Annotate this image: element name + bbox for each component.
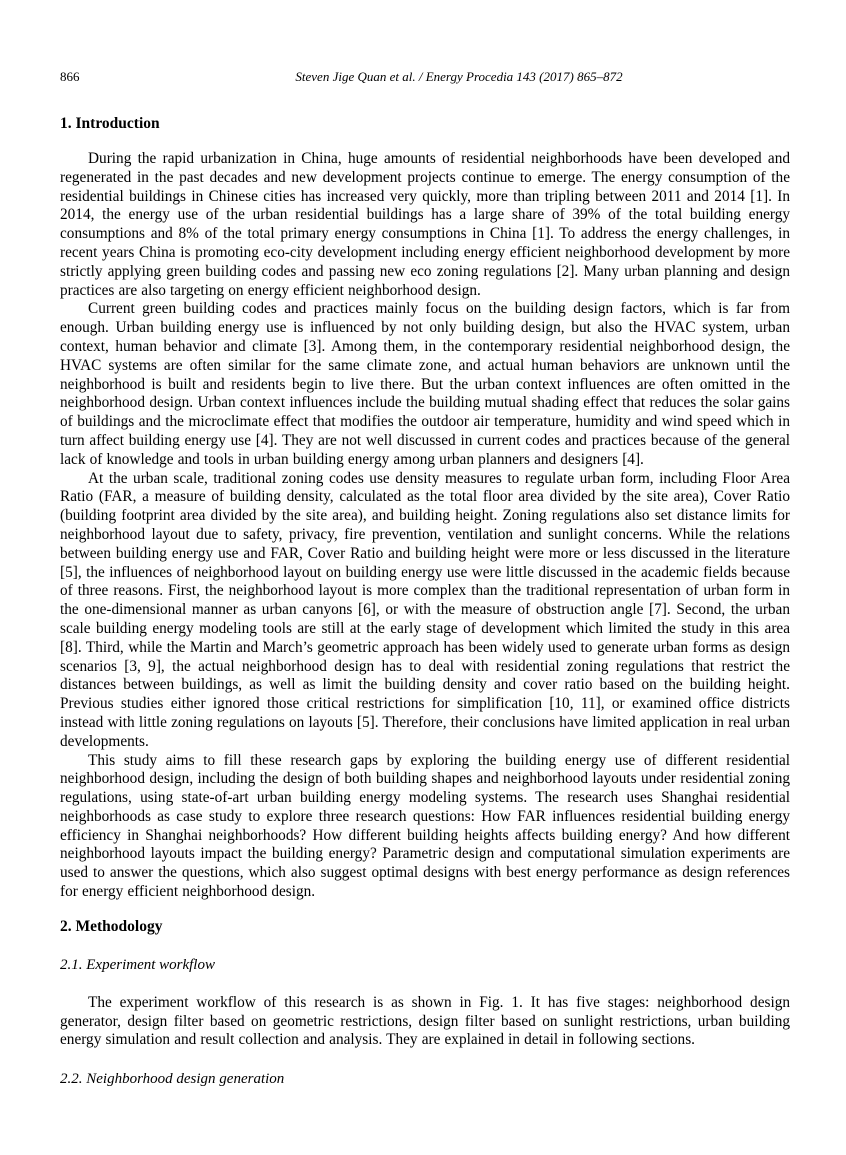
page-number: 866 [60,69,80,84]
introduction-paragraph-4: This study aims to fill these research gaps by exploring the building energy use of different residential neighborhood design, including the design of both building shapes and neighborhood layouts under residential zoning regulations, using state-of-art urban building energy modeling systems. The research uses Shanghai residential neighborhoods as case study to explore three research questions: How FAR influences residential building energy efficiency in Shanghai neighborhoods? How different building heights affects building energy? And how different neighborhood layouts impact the building energy? Parametric design and computational simulation experiments are used to answer the questions, which also suggest optimal designs with best energy performance as design references for energy efficient neighborhood design. [60,751,790,901]
section-heading-introduction: 1. Introduction [60,115,160,132]
experiment-workflow-paragraph: The experiment workflow of this research is as shown in Fig. 1. It has five stages: neighborhood design generator, design filter based on geometric restrictions, design filter based on sunlight restrictions, urban building energy simulation and result collection and analysis. They are explained in detail in following sections. [60,993,790,1049]
introduction-paragraph-3: At the urban scale, traditional zoning codes use density measures to regulate urban form, including Floor Area Ratio (FAR, a measure of building density, calculated as the total floor area divided by the site area), Cover Ratio (building footprint area divided by the site area), and building height. Zoning regulations also set distance limits for neighborhood layout due to safety, privacy, fire prevention, ventilation and sunlight concerns. While the relations between building energy use and FAR, Cover Ratio and building height were more or less discussed in the literature [5], the influences of neighborhood layout on building energy use were little discussed in the academic fields because of three reasons. First, the neighborhood layout is more complex than the traditional representation of urban form in the one-dimensional manner as urban canyons [6], or with the measure of obstruction angle [7]. Second, the urban scale building energy modeling tools are still at the early stage of development which limited the study in this area [8]. Third, while the Martin and March’s geometric approach has been widely used to generate urban forms as design scenarios [3, 9], the actual neighborhood design has to deal with residential zoning regulations that restrict the distances between buildings, as well as limit the building density and cover ratio based on the building height. Previous studies either ignored those critical restrictions for simplification [10, 11], or examined office districts instead with little zoning regulations on layouts [5]. Therefore, their conclusions have limited application in real urban developments. [60,469,790,750]
running-title: Steven Jige Quan et al. / Energy Procedia 143 (2017) 865–872 [295,69,623,84]
subsection-heading-neighborhood-design-generation: 2.2. Neighborhood design generation [60,1071,285,1088]
running-header [60,70,790,84]
section-heading-methodology: 2. Methodology [60,917,163,935]
subsection-heading-experiment-workflow: 2.1. Experiment workflow [60,956,215,973]
introduction-paragraph-2: Current green building codes and practices mainly focus on the building design factors, which is far from enough. Urban building energy use is influenced by not only building design, but also the HVAC system, urban context, human behavior and climate [3]. Among them, in the contemporary residential neighborhood design, the HVAC systems are often similar for the same climate zone, and actual human behaviors are unknown until the neighborhood is built and residents begin to live there. But the urban context influences are often omitted in the neighborhood design. Urban context influences include the building mutual shading effect that reduces the solar gains of buildings and the microclimate effect that modifies the outdoor air temperature, humidity and wind speed which in turn affect building energy use [4]. They are not well discussed in current codes and practices because of the general lack of knowledge and tools in urban building energy among urban planners and designers [4]. [60,300,790,468]
introduction-paragraph-1: During the rapid urbanization in China, huge amounts of residential neighborhoods have been developed and regenerated in the past decades and new development projects continue to emerge. The energy consumption of the residential buildings in Chinese cities has increased very quickly, more than tripling between 2011 and 2014 [1]. In 2014, the energy use of the urban residential buildings has a large share of 39% of the total building energy consumptions and 8% of the total primary energy consumptions in China [1]. To address the energy challenges, in recent years China is promoting eco-city development including energy efficient neighborhood development by more strictly applying green building codes and passing new eco zoning regulations [2]. Many urban planning and design practices are also targeting on energy efficient neighborhood design. [60,150,790,299]
